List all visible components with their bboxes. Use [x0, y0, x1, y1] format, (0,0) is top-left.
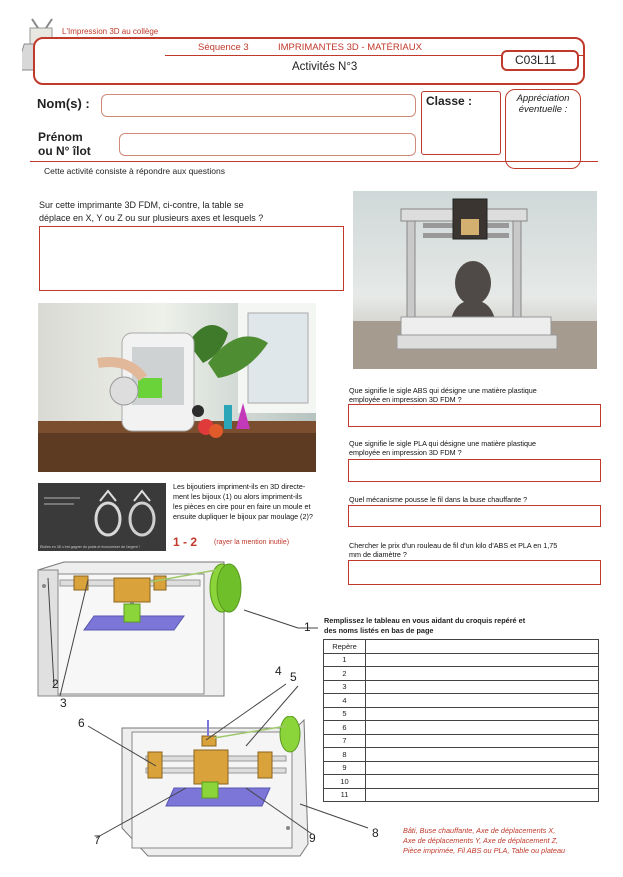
- names-list-line1: Bâti, Buse chauffante, Axe de déplacements X,: [403, 826, 556, 835]
- table-row-number: 6: [324, 721, 366, 735]
- abs-question-line2: employée en impression 3D FDM ?: [349, 395, 462, 404]
- firstname-field[interactable]: [119, 133, 416, 156]
- college-label: L'Impression 3D au collège: [62, 27, 159, 36]
- table-row: [324, 680, 599, 694]
- table-instructions-line2: des noms listés en bas de page: [324, 626, 434, 635]
- pla-question-line1: Que signifie le sigle PLA qui désigne une matière plastique: [349, 439, 536, 448]
- names-list-line2: Axe de déplacements Y, Axe de déplacement Z,: [403, 836, 559, 845]
- callout-2: 2: [52, 677, 59, 691]
- table-answer-cell[interactable]: [366, 721, 599, 735]
- table-row-number: 9: [324, 761, 366, 775]
- table-answer-cell[interactable]: [366, 775, 599, 789]
- jewelry-question-line1: Les bijoutiers impriment-ils en 3D directe-: [173, 482, 306, 491]
- table-row-number: 11: [324, 788, 366, 802]
- callout-1: 1: [304, 620, 311, 634]
- jewelry-caption: Étoiles en 3D c'est gagner du poids et économiser de l'argent !: [40, 545, 140, 549]
- q1-text: [39, 199, 263, 225]
- callout-5: 5: [290, 670, 297, 684]
- firstname-label-line2: ou N° îlot: [38, 144, 91, 158]
- table-row-number: 3: [324, 680, 366, 694]
- table-instructions: [324, 616, 525, 636]
- price-answer-field[interactable]: [348, 560, 601, 585]
- table-row: [324, 667, 599, 681]
- identity-divider: [30, 161, 598, 162]
- table-row: [324, 653, 599, 667]
- sequence-label: Séquence 3: [198, 42, 249, 53]
- table-answer-cell[interactable]: [366, 788, 599, 802]
- table-row: [324, 694, 599, 708]
- jewelry-photo: [38, 483, 166, 551]
- price-question-line2: mm de diamètre ?: [349, 550, 407, 559]
- intro-text: Cette activité consiste à répondre aux questions: [44, 166, 225, 176]
- callout-4: 4: [275, 664, 282, 678]
- table-row-number: 10: [324, 775, 366, 789]
- table-header-row: [324, 640, 599, 654]
- callout-9: 9: [309, 831, 316, 845]
- firstname-label: [38, 130, 91, 158]
- abs-question: [349, 386, 537, 404]
- topic-label: IMPRIMANTES 3D - MATÉRIAUX: [278, 42, 422, 53]
- jewelry-question-line3: les pièces en cire pour en faire un moule et: [173, 502, 311, 511]
- callout-3: 3: [60, 696, 67, 710]
- table-header-blank: [366, 640, 599, 654]
- pla-question: [349, 439, 536, 457]
- table-instructions-line1: Remplissez le tableau en vous aidant du croquis repéré et: [324, 616, 526, 625]
- reference-table: [323, 639, 599, 802]
- table-answer-cell[interactable]: [366, 748, 599, 762]
- table-header-cell: Repère: [324, 640, 366, 654]
- fdm-printer-photo: [353, 191, 597, 369]
- appreciation-label-line1: Appréciation: [516, 93, 570, 104]
- names-list: [403, 826, 565, 856]
- names-label: Nom(s) :: [37, 96, 90, 111]
- table-row-number: 4: [324, 694, 366, 708]
- appreciation-label: [507, 93, 579, 115]
- table-row: [324, 788, 599, 802]
- pla-question-line2: employée en impression 3D FDM ?: [349, 448, 462, 457]
- code-label: C03L11: [515, 53, 557, 67]
- activity-title: Activités N°3: [292, 61, 358, 73]
- cube-printer-photo: [38, 303, 316, 472]
- table-answer-cell[interactable]: [366, 680, 599, 694]
- table-row-number: 1: [324, 653, 366, 667]
- q1-line1: Sur cette imprimante 3D FDM, ci-contre, la table se: [39, 200, 244, 210]
- table-answer-cell[interactable]: [366, 694, 599, 708]
- table-row: [324, 761, 599, 775]
- table-row: [324, 734, 599, 748]
- abs-answer-field[interactable]: [348, 404, 601, 427]
- firstname-label-line1: Prénom: [38, 130, 83, 144]
- table-answer-cell[interactable]: [366, 761, 599, 775]
- q1-answer-field[interactable]: [39, 226, 344, 291]
- appreciation-label-line2: éventuelle :: [518, 104, 568, 115]
- pla-answer-field[interactable]: [348, 459, 601, 482]
- table-row-number: 7: [324, 734, 366, 748]
- table-row-number: 8: [324, 748, 366, 762]
- mechanism-question: Quel mécanisme pousse le fil dans la buse chauffante ?: [349, 495, 528, 504]
- jewelry-hint: (rayer la mention inutile): [214, 539, 290, 546]
- price-question-line1: Chercher le prix d'un rouleau de fil d'un kilo d'ABS et PLA en 1,75: [349, 541, 558, 550]
- mechanism-answer-field[interactable]: [348, 505, 601, 527]
- table-row: [324, 721, 599, 735]
- q1-line2: déplace en X, Y ou Z ou sur plusieurs axes et lesquels ?: [39, 213, 264, 223]
- table-row-number: 5: [324, 707, 366, 721]
- callout-8: 8: [372, 826, 379, 840]
- jewelry-question-line4: ensuite dupliquer le bijoux par moulage (2)?: [173, 512, 313, 521]
- table-row: [324, 707, 599, 721]
- table-row: [324, 775, 599, 789]
- table-answer-cell[interactable]: [366, 707, 599, 721]
- callout-7: 7: [94, 833, 101, 847]
- price-question: [349, 541, 557, 559]
- table-answer-cell[interactable]: [366, 734, 599, 748]
- table-row: [324, 748, 599, 762]
- class-label: Classe :: [426, 94, 473, 108]
- table-answer-cell[interactable]: [366, 653, 599, 667]
- table-answer-cell[interactable]: [366, 667, 599, 681]
- table-row-number: 2: [324, 667, 366, 681]
- jewelry-question-line2: ment les bijoux (1) ou alors impriment-ils: [173, 492, 303, 501]
- abs-question-line1: Que signifie le sigle ABS qui désigne une matière plastique: [349, 386, 537, 395]
- names-field[interactable]: [101, 94, 416, 117]
- jewelry-choice[interactable]: 1 - 2: [173, 535, 198, 549]
- names-list-line3: Pièce imprimée, Fil ABS ou PLA, Table ou plateau: [403, 846, 566, 855]
- jewelry-question: [173, 482, 313, 522]
- callout-6: 6: [78, 716, 85, 730]
